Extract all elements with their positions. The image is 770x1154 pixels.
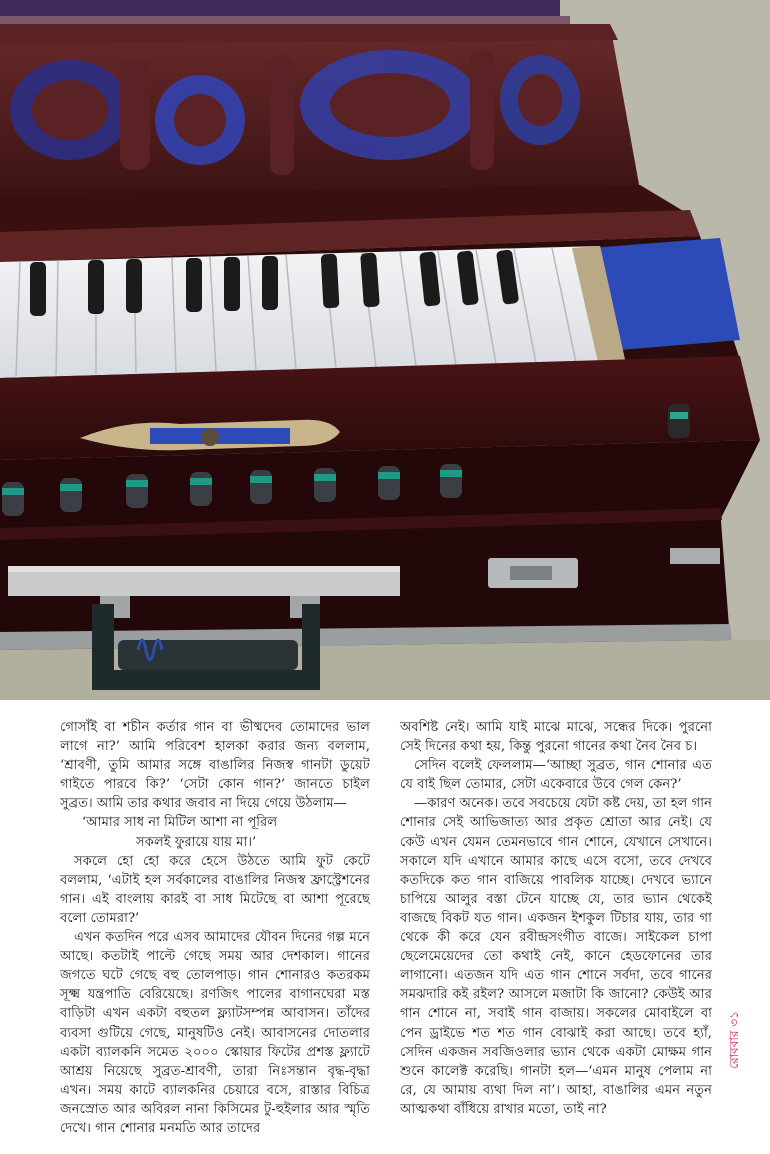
page-folio <box>726 980 746 1100</box>
paragraph: সেদিন বলেই ফেললাম—‘আচ্ছা সুব্রত, গান শোনার এত যে বাই ছিল তোমার, সেটা একেবারে উবে গেল কেন?’ <box>400 758 712 793</box>
paragraph: সকলে হো হো করে হেসে উঠতে আমি ফুট কেটে বললাম, ‘এটাই হল সর্বকালের বাঙালির নিজস্ব ফ্রাস্ট্রেশনের গান। এই বাংলায় কারই বা সাধ মিটেছে বা আশা পূরেছে বলো তোমরা?’ <box>60 853 370 926</box>
article-column-right <box>400 718 712 1119</box>
song-quote-line-1: ‘আমার সাধ না মিটিল আশা না পূরিল <box>82 815 278 831</box>
paragraph: গোসাঁই বা শচীন কর্তার গান বা ভীষ্মদেব তোমাদের ভাল লাগে না?’ আমি পরিবেশ হালকা করার জন্য বললাম, ‘শ্রাবণী, তুমি আমার সঙ্গে বাঙালির নিজস্ব গানটা ডুয়েট গাইতে পারবে কি?’ ‘সেটা কোন গান?’ জানতে চাইল সুব্রত। আমি তার কথার জবাব না দিয়ে গেয়ে উঠলাম— <box>60 720 370 812</box>
song-quote-line-2: সকলই ফুরায়ে যায় মা।’ <box>136 834 257 850</box>
paragraph: এখন কতদিন পরে এসব আমাদের যৌবন দিনের গল্প মনে আছে। কতটাই পাল্টে গেছে সময় আর দেশকাল। গানের জগতে ঘটে গেছে বহু তোলপাড়। গান শোনারও কতরকম সূক্ষ্ম যন্ত্রপাতি বেরিয়েছে। রণজিৎ পালের বাগানঘেরা মস্ত বাড়িটা এখন একটা বহুতল ফ্ল্যাটসম্পন্ন আবাসন। তাঁদের ব্যবসা গুটিয়ে গেছে, মানুষটিও নেই। আবাসনের দোতলার একটা ব্যালকনি সমেত ২০০০ স্কোয়ার ফিটের প্রশস্ত ফ্ল্যাটে আশ্রয় নিয়েছে সুব্রত-শ্রাবণী, তারা নিঃসন্তান বৃদ্ধ-বৃদ্ধা এখন। সময় কাটে ব্যালকনির চেয়ারে বসে, রাস্তার বিচিত্র জনস্রোত আর অবিরল নানা কিসিমের টু-হুইলার আর স্মৃতি দেখে। গান শোনার মনমতি আর তাদের <box>60 930 370 1136</box>
article-column-left <box>60 718 370 1138</box>
knob-right <box>668 404 690 438</box>
paragraph: —কারণ অনেক। তবে সবচেয়ে যেটা কষ্ট দেয়, তা হল গান শোনার সেই আভিজাত্য আর প্রকৃত শ্রোতা আর নেই। যে কেউ এখন যেমন তেমনভাবে গান শোনে, যেখানে সেখানে। সকালে যদি এখানে আমার কাছে এসে বসো, তবে দেখবে কতদিকে কত গান বাজিয়ে পাবলিক যাচ্ছে। দেখবে ভ্যানে চাপিয়ে আলুর বস্তা টেনে যাচ্ছে যে, তার ভ্যান থেকেই বাজছে বিকট যত গান। একজন ইশকুল টিচার যায়, তার গা থেকে কী করে যেন রবীন্দ্রসংগীত বাজে। সাইকেল চাপা ছেলেমেয়েদের তো কথাই নেই, কানে হেডফোনের তার লাগানো। এতজন যদি এত গান শোনে সর্বদা, তবে গানের সমঝদারি কই রইল? আসলে মজাটা কি জানো? কেউই আর গান শোনে না, সবাই গান বাজায়। সকলের মোবাইলে বা পেন ড্রাইভে শত শত গান বোঝাই করা আছে। তবে হ্যাঁ, সেদিন একজন সবজিওলার ভ্যান থেকে একটা মোক্ষম গান শুনে কালেক্ট করেছি। গানটা হল—‘এমন মানুষ পেলাম না রে, যে আমায় ব্যথা দিল না’। আহা, বাঙালির এমন নতুন আত্মকথা বাঁধিয়ে রাখার মতো, তাই না? <box>400 796 712 1117</box>
folio-text: রোববার ৩১ <box>727 1011 741 1069</box>
box-latch <box>488 558 578 588</box>
paragraph: অবশিষ্ট নেই। আমি যাই মাঝে মাঝে, সন্ধের দিকে। পুরনো সেই দিনের কথা হয়, কিন্তু পুরনো গানের কথা নৈব নৈব চ। <box>400 720 712 755</box>
